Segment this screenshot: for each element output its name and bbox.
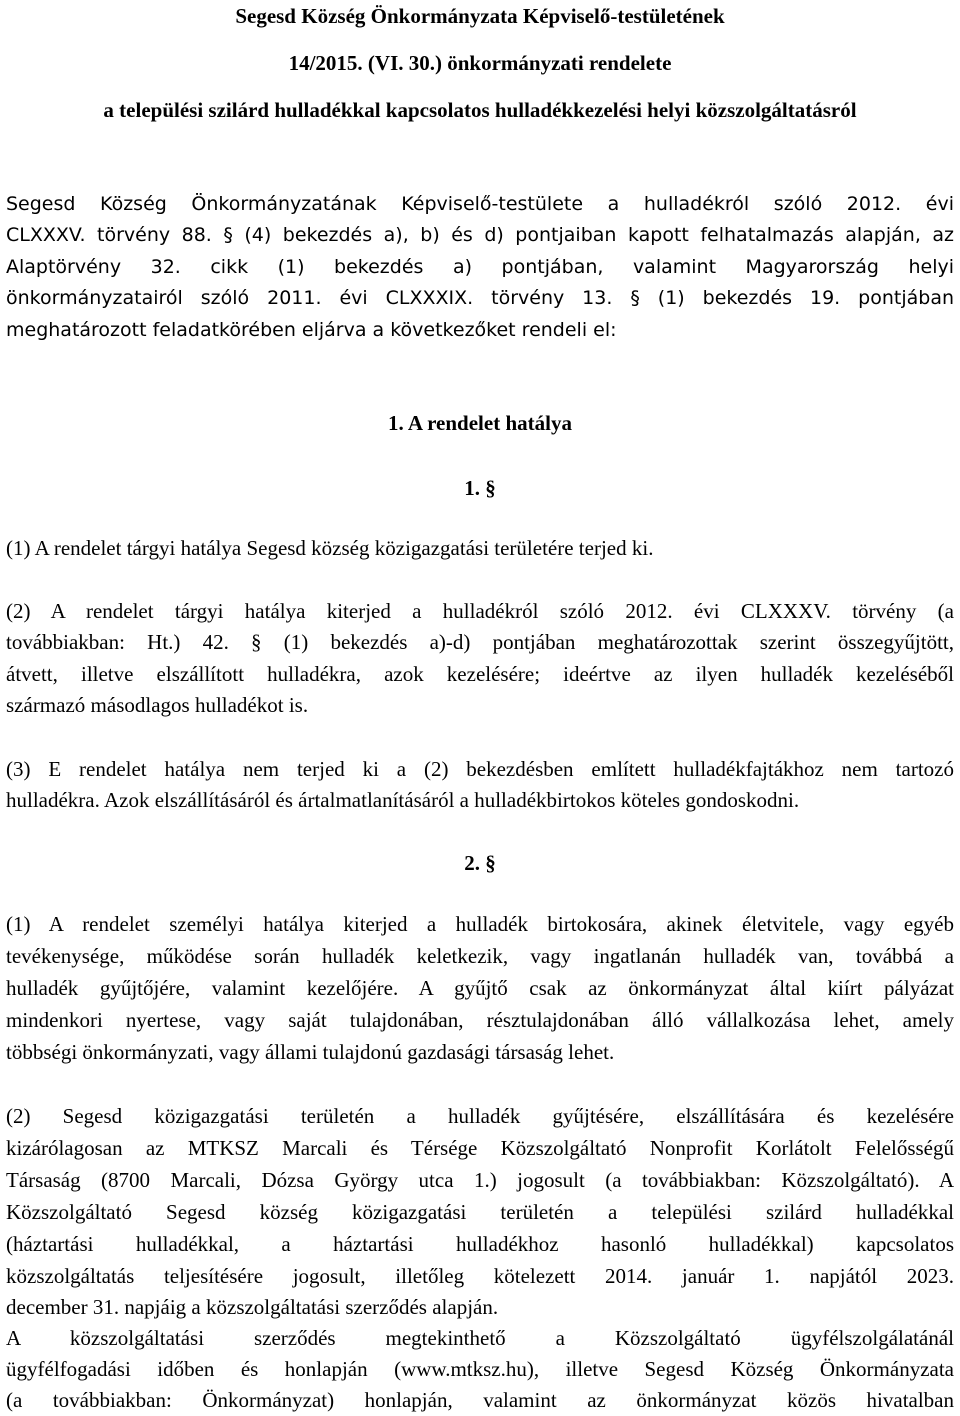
paragraph-line: (1) A rendelet személyi hatálya kiterjed a hulladék birtokosára, akinek életvitele, vagy egyéb xyxy=(6,912,954,936)
paragraph-line: többségi önkormányzati, vagy állami tulajdonú gazdasági társaság lehet. xyxy=(6,1040,615,1064)
paragraph-line: származó másodlagos hulladékot is. xyxy=(6,693,309,717)
paragraph-line: ügyfélfogadási időben és honlapján (www.mtksz.hu), illetve Segesd Község Önkormányzata xyxy=(6,1357,954,1381)
paragraph-line: átvett, illetve elszállított hulladékra, azok kezelésére; ideértve az ilyen hulladék kezeléséből xyxy=(6,662,954,686)
paragraph-line: hulladékra. Azok elszállításáról és ártalmatlanításáról a hulladékbirtokos köteles gondoskodni. xyxy=(6,788,800,812)
section-heading: 1. § xyxy=(464,476,496,500)
paragraph-line: (a továbbiakban: Önkormányzat) honlapján, valamint az önkormányzat közös hivatalban xyxy=(6,1388,954,1412)
preamble-line: önkormányzatairól szóló 2011. évi CLXXXIX. törvény 13. § (1) bekezdés 19. pontjában xyxy=(6,287,954,309)
preamble-line: meghatározott feladatkörében eljárva a következőket rendeli el: xyxy=(6,319,617,341)
paragraph-line: december 31. napjáig a közszolgáltatási szerződés alapján. xyxy=(6,1295,499,1319)
paragraph-line: (2) A rendelet tárgyi hatálya kiterjed a hulladékról szóló 2012. évi CLXXXV. törvény (a xyxy=(6,599,954,623)
paragraph-line: Közszolgáltató Segesd község közigazgatási területén a települési szilárd hulladékkal xyxy=(6,1200,954,1224)
paragraph-line: A közszolgáltatási szerződés megtekinthető a Közszolgáltató ügyfélszolgálatánál xyxy=(6,1326,954,1350)
ordinance-issuer: Segesd Község Önkormányzata Képviselő-testületének xyxy=(235,4,725,28)
paragraph-line: (háztartási hulladékkal, a háztartási hulladékhoz hasonló hulladékkal) kapcsolatos xyxy=(6,1232,954,1256)
paragraph-line: tevékenysége, működése során hulladék keletkezik, vagy ingatlanán hulladék van, továbbá a xyxy=(6,944,954,968)
paragraph-line: hulladék gyűjtőjére, valamint kezelőjére. A gyűjtő csak az önkormányzat által kiírt pályázat xyxy=(6,976,954,1000)
paragraph-line: (3) E rendelet hatálya nem terjed ki a (2) bekezdésben említett hulladékfajtákhoz nem tartozó xyxy=(6,757,954,781)
preamble-line: Alaptörvény 32. cikk (1) bekezdés a) pontjában, valamint Magyarország helyi xyxy=(6,256,954,278)
paragraph-line: mindenkori nyertese, vagy saját tulajdonában, résztulajdonában álló vállalkozása lehet, amely xyxy=(6,1008,954,1032)
section-heading: 2. § xyxy=(464,851,496,875)
ordinance-title: a települési szilárd hulladékkal kapcsolatos hulladékkezelési helyi közszolgáltatásról xyxy=(103,98,857,122)
paragraph-line: továbbiakban: Ht.) 42. § (1) bekezdés a)-d) pontjában meghatározottak szerint összegyűjtött, xyxy=(6,630,954,654)
paragraph-line: közszolgáltatás teljesítésére jogosult, illetőleg kötelezett 2014. január 1. napjától 2023. xyxy=(6,1264,954,1288)
ordinance-number: 14/2015. (VI. 30.) önkormányzati rendelete xyxy=(288,51,672,75)
paragraph-line: Társaság (8700 Marcali, Dózsa György utca 1.) jogosult (a továbbiakban: Közszolgáltató). A xyxy=(6,1168,954,1192)
paragraph-line: (2) Segesd közigazgatási területén a hulladék gyűjtésére, elszállítására és kezelésére xyxy=(6,1104,954,1128)
paragraph-line: kizárólagosan az MTKSZ Marcali és Térsége Közszolgáltató Nonprofit Korlátolt Felelősségű xyxy=(6,1136,954,1160)
preamble-line: CLXXXV. törvény 88. § (4) bekezdés a), b) és d) pontjaiban kapott felhatalmazás alapján, az xyxy=(6,224,954,246)
preamble-line: Segesd Község Önkormányzatának Képviselő-testülete a hulladékról szóló 2012. évi xyxy=(6,193,954,215)
paragraph-line: (1) A rendelet tárgyi hatálya Segesd község közigazgatási területére terjed ki. xyxy=(6,536,654,560)
chapter-heading: 1. A rendelet hatálya xyxy=(388,411,572,435)
